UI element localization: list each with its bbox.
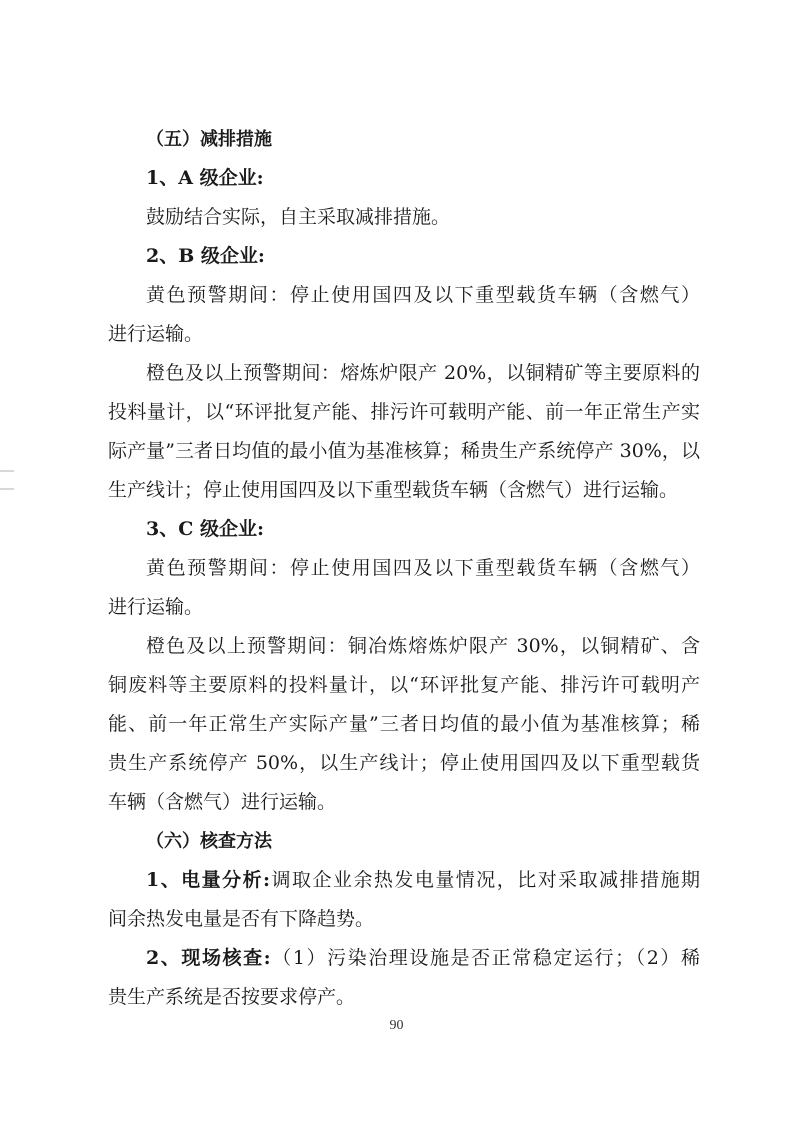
paragraph-grade-b-yellow-line-2: 进行运输。 <box>108 323 204 345</box>
paragraph-grade-b-orange-line-3: 际产量”三者日均值的最小值为基准核算；稀贵生产系统停产 30%，以 <box>108 440 700 462</box>
document-body <box>108 120 700 1017</box>
paragraph-grade-b-orange-line-1: 橙色及以上预警期间：熔炼炉限产 20%，以铜精矿等主要原料的 <box>146 362 700 384</box>
paragraph-grade-c-orange-line-5: 车辆（含燃气）进行运输。 <box>108 791 337 813</box>
page-number: 90 <box>389 1018 404 1033</box>
paragraph-grade-b-orange-line-4: 生产线计；停止使用国四及以下重型载货车辆（含燃气）进行运输。 <box>108 479 679 501</box>
paragraph-grade-c-orange-line-3: 能、前一年正常生产实际产量”三者日均值的最小值为基准核算；稀 <box>108 713 700 735</box>
label-electricity-analysis: 1、电量分析: <box>146 869 271 891</box>
paragraph-grade-b-orange-line-2: 投料量计，以“环评批复产能、排污许可载明产能、前一年正常生产实 <box>108 401 700 423</box>
paragraph-electricity-analysis-line-2: 间余热发电量是否有下降趋势。 <box>108 908 375 930</box>
subheading-grade-a: 1、A 级企业: <box>146 167 264 189</box>
label-onsite-check: 2、现场核查: <box>146 947 271 969</box>
section-heading-reduction-measures: （五）减排措施 <box>146 129 272 150</box>
paragraph-grade-c-yellow-line-2: 进行运输。 <box>108 596 204 618</box>
section-heading-verification-methods: （六）核查方法 <box>146 831 272 852</box>
scan-edge-mark <box>0 470 14 472</box>
paragraph-onsite-check-line-1 <box>108 939 700 978</box>
scan-edge-mark <box>0 488 14 490</box>
paragraph-grade-c-orange-line-4: 贵生产系统停产 50%，以生产线计；停止使用国四及以下重型载货 <box>108 752 700 774</box>
subheading-grade-c: 3、C 级企业: <box>146 518 264 540</box>
paragraph-grade-c-orange-line-1: 橙色及以上预警期间：铜冶炼熔炼炉限产 30%，以铜精矿、含 <box>146 635 700 657</box>
subheading-grade-b: 2、B 级企业: <box>146 245 265 267</box>
text-onsite-check: （1）污染治理设施是否正常稳定运行；（2）稀 <box>270 947 700 969</box>
paragraph-grade-c-orange-line-2: 铜废料等主要原料的投料量计，以“环评批复产能、排污许可载明产 <box>108 674 700 696</box>
paragraph-grade-a: 鼓励结合实际，自主采取减排措施。 <box>146 206 451 228</box>
paragraph-electricity-analysis-line-1 <box>108 861 700 900</box>
paragraph-grade-c-yellow-line-1: 黄色预警期间：停止使用国四及以下重型载货车辆（含燃气） <box>146 557 700 579</box>
paragraph-grade-b-yellow-line-1: 黄色预警期间：停止使用国四及以下重型载货车辆（含燃气） <box>146 284 700 306</box>
paragraph-onsite-check-line-2: 贵生产系统是否按要求停产。 <box>108 986 356 1008</box>
text-electricity-analysis: 调取企业余热发电量情况，比对采取减排措施期 <box>270 869 700 891</box>
